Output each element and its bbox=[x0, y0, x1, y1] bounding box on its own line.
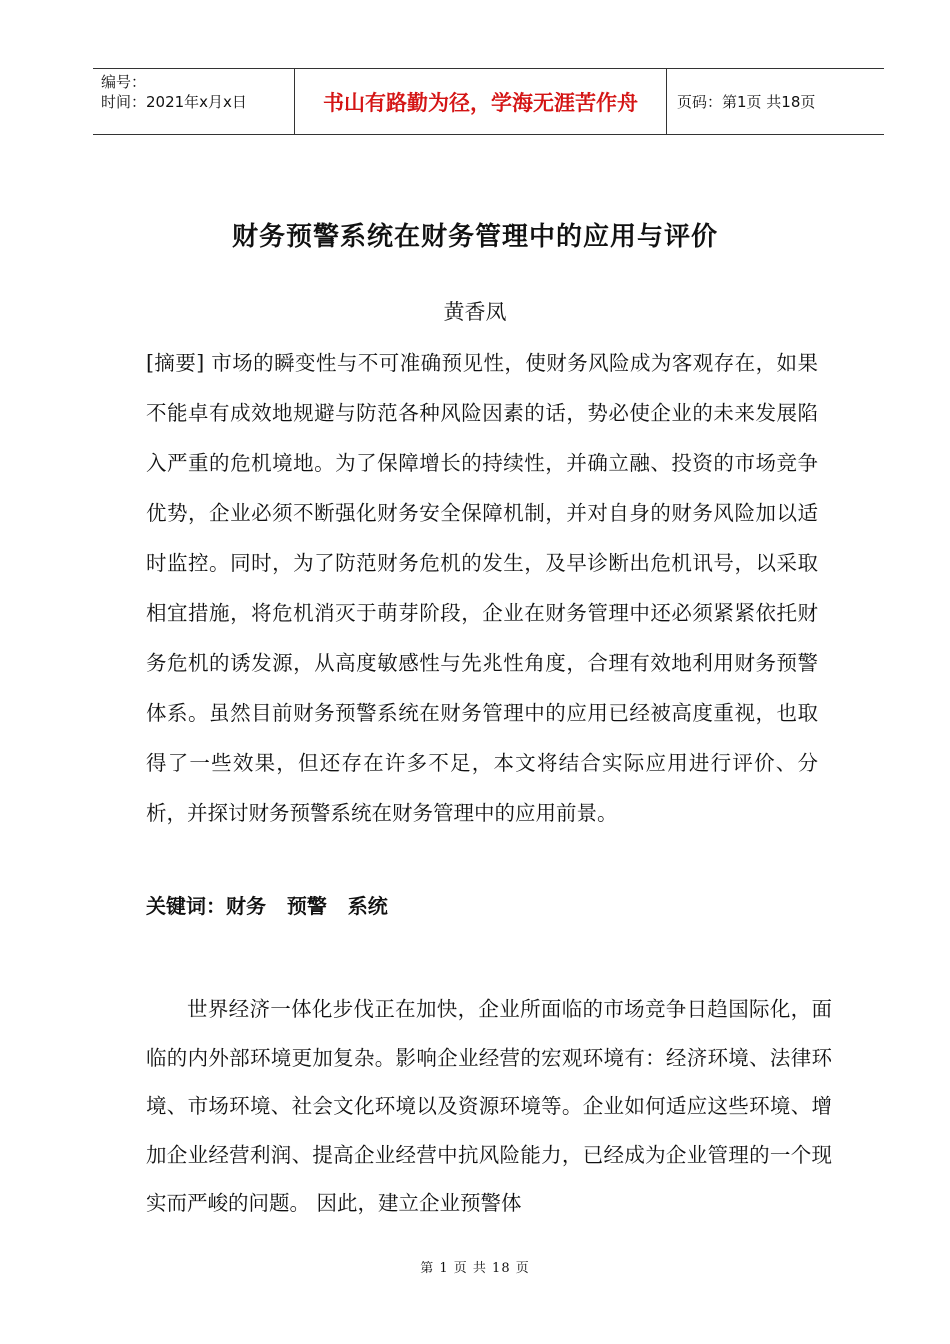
header-page-label: 页码：第1页 共18页 bbox=[677, 93, 816, 111]
keywords-line: 关键词：财务 预警 系统 bbox=[146, 894, 388, 918]
body-paragraph: 世界经济一体化步伐正在加快，企业所面临的市场竞争日趋国际化，面临的内外部环境更加复杂。影响企业经营的宏观环境有：经济环境、法律环境、市场环境、社会文化环境以及资源环境等。企业如何适应这些环境、增加企业经营利润、提高企业经营中抗风险能力，已经成为企业管理的一个现实而严峻的问题。 因此，建立企业预警体 bbox=[146, 997, 832, 1215]
page-header bbox=[93, 68, 884, 135]
header-time-label: 时间：2021年x月x日 bbox=[101, 93, 247, 111]
abstract-paragraph: [摘要] 市场的瞬变性与不可准确预见性，使财务风险成为客观存在，如果不能卓有成效地规避与防范各种风险因素的话，势必使企业的未来发展陷入严重的危机境地。为了保障增长的持续性，并确立融、投资的市场竞争优势，企业必须不断强化财务安全保障机制，并对自身的财务风险加以适时监控。同时，为了防范财务危机的发生，及早诊断出危机讯号，以采取相宜措施，将危机消灭于萌芽阶段，企业在财务管理中还必须紧紧依托财务危机的诱发源，从高度敏感性与先兆性角度，合理有效地利用财务预警体系。虽然目前财务预警系统在财务管理中的应用已经被高度重视，也取得了一些效果，但还存在许多不足，本文将结合实际应用进行评价、分析，并探讨财务预警系统在财务管理中的应用前景。 bbox=[146, 351, 818, 825]
header-motto: 书山有路勤为径，学海无涯苦作舟 bbox=[294, 69, 667, 134]
header-number-label: 编号： bbox=[101, 73, 147, 91]
document-author: 黄香凤 bbox=[443, 300, 507, 324]
page-footer: 第 1 页 共 18 页 bbox=[420, 1261, 530, 1276]
document-title: 财务预警系统在财务管理中的应用与评价 bbox=[231, 222, 718, 252]
header-meta bbox=[93, 69, 294, 134]
